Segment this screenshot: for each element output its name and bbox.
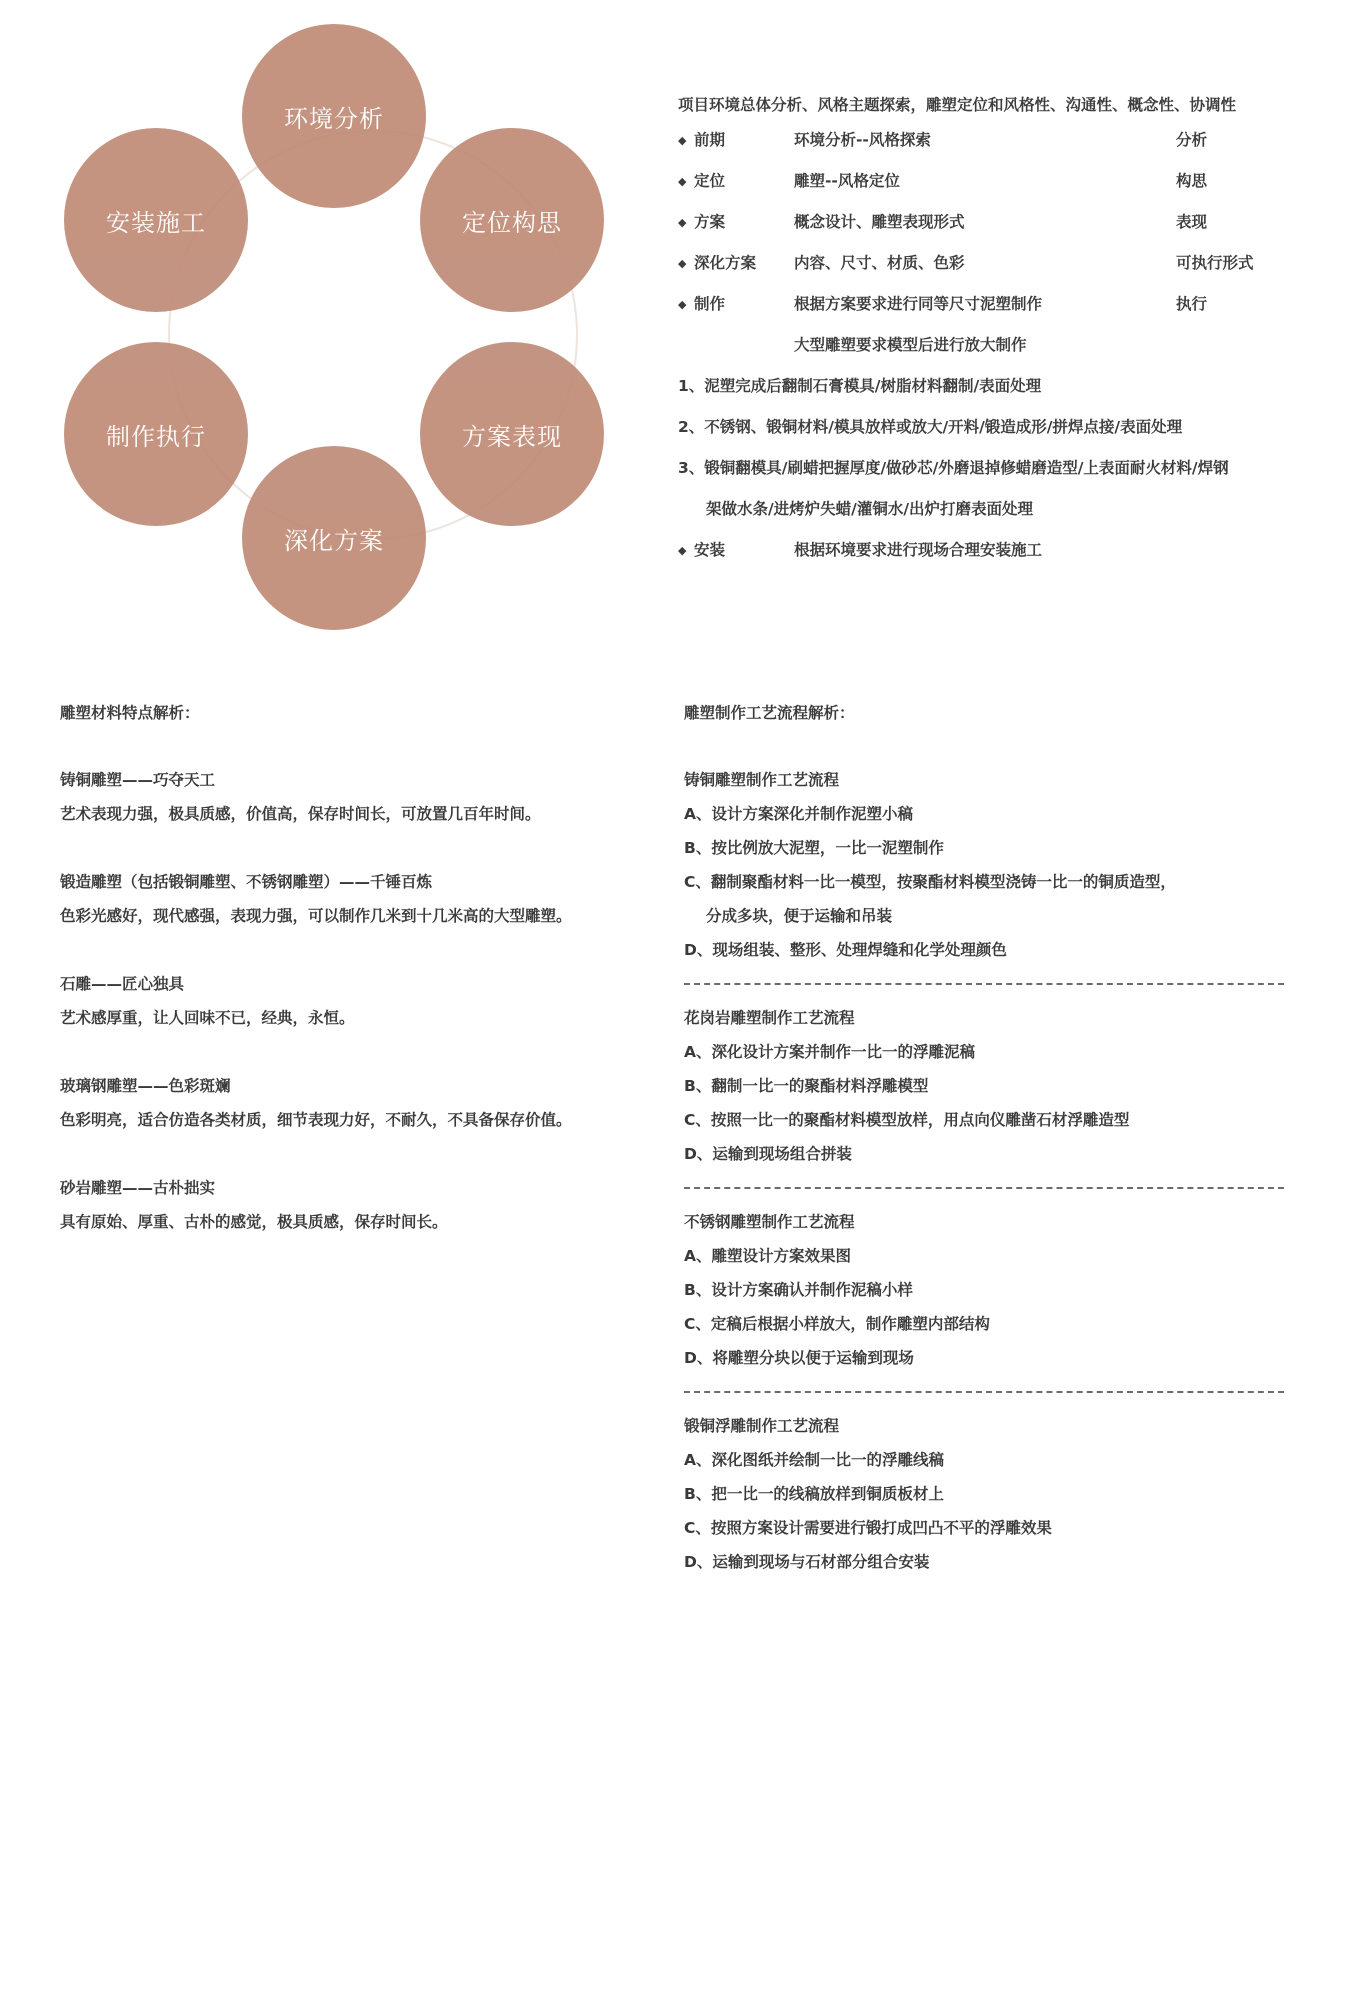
- workflow-step: B、按比例放大泥塑，一比一泥塑制作: [684, 839, 944, 857]
- process-row-label: 安装: [694, 541, 726, 559]
- materials-heading: 雕塑材料特点解析：: [60, 704, 200, 722]
- workflow-step: D、运输到现场与石材部分组合安装: [684, 1553, 930, 1571]
- process-row-result: 可执行形式: [1176, 254, 1254, 272]
- cycle-node-label: 深化方案: [284, 526, 384, 555]
- cycle-node-scheme: [420, 342, 604, 526]
- process-row-install: [678, 530, 1318, 571]
- material-desc: 艺术表现力强，极具质感，价值高，保存时间长，可放置几百年时间。: [60, 805, 541, 823]
- workflow-step: A、雕塑设计方案效果图: [684, 1247, 851, 1265]
- cycle-node-execution: [64, 342, 248, 526]
- process-row-label: 深化方案: [694, 254, 757, 272]
- process-row-result: 执行: [1176, 295, 1208, 313]
- process-intro: 项目环境总体分析、风格主题探索，雕塑定位和风格性、沟通性、概念性、协调性: [678, 96, 1237, 114]
- workflow-step: A、深化设计方案并制作一比一的浮雕泥稿: [684, 1043, 975, 1061]
- process-step: 1、泥塑完成后翻制石膏模具/树脂材料翻制/表面处理: [678, 377, 1042, 395]
- process-row-desc: 根据方案要求进行同等尺寸泥塑制作: [794, 295, 1043, 313]
- diamond-bullet-icon: ◆: [678, 216, 687, 229]
- process-row-label: 方案: [694, 213, 726, 231]
- process-row-result: 构思: [1176, 172, 1208, 190]
- workflow-section: [684, 696, 1304, 1579]
- cycle-node-deepen-scheme: [242, 446, 426, 630]
- process-row-label: 定位: [694, 172, 726, 190]
- cycle-node-environment-analysis: [242, 24, 426, 208]
- process-row: [678, 202, 1318, 243]
- material-title: 玻璃钢雕塑——色彩斑斓: [60, 1077, 231, 1095]
- dashed-divider: [684, 967, 1304, 1001]
- process-row: [678, 120, 1318, 161]
- workflow-step: D、现场组装、整形、处理焊缝和化学处理颜色: [684, 941, 1007, 959]
- process-row-desc: 内容、尺寸、材质、色彩: [794, 254, 965, 272]
- material-title: 锻造雕塑（包括锻铜雕塑、不锈钢雕塑）——千锤百炼: [60, 873, 433, 891]
- process-row: [678, 284, 1318, 325]
- diamond-bullet-icon: ◆: [678, 175, 687, 188]
- process-description: [678, 90, 1318, 571]
- diamond-bullet-icon: ◆: [678, 298, 687, 311]
- material-title: 铸铜雕塑——巧夺天工: [60, 771, 216, 789]
- process-row: [678, 243, 1318, 284]
- process-step-continuation: 架做水条/进烤炉失蜡/灌铜水/出炉打磨表面处理: [706, 500, 1033, 518]
- cycle-node-label: 制作执行: [106, 422, 206, 451]
- workflow-title: 不锈钢雕塑制作工艺流程: [684, 1213, 855, 1231]
- workflow-step-continuation: 分成多块，便于运输和吊装: [706, 907, 893, 925]
- material-title: 石雕——匠心独具: [60, 975, 185, 993]
- workflow-title: 花岗岩雕塑制作工艺流程: [684, 1009, 855, 1027]
- workflow-step: D、运输到现场组合拼装: [684, 1145, 852, 1163]
- cycle-node-label: 环境分析: [284, 104, 384, 133]
- process-row-label: 制作: [694, 295, 726, 313]
- workflow-step: B、设计方案确认并制作泥稿小样: [684, 1281, 913, 1299]
- process-cycle-diagram: [40, 10, 640, 650]
- process-row-desc: 环境分析--风格探索: [794, 131, 931, 149]
- material-desc: 具有原始、厚重、古朴的感觉，极具质感，保存时间长。: [60, 1213, 448, 1231]
- cycle-node-label: 方案表现: [462, 422, 562, 451]
- workflow-step: D、将雕塑分块以便于运输到现场: [684, 1349, 914, 1367]
- cycle-node-positioning: [420, 128, 604, 312]
- dashed-divider: [684, 1171, 1304, 1205]
- cycle-node-label: 定位构思: [462, 208, 562, 237]
- workflow-title: 铸铜雕塑制作工艺流程: [684, 771, 840, 789]
- process-step: 3、锻铜翻模具/刷蜡把握厚度/做砂芯/外磨退掉修蜡磨造型/上表面耐火材料/焊钢: [678, 459, 1229, 477]
- workflow-heading: 雕塑制作工艺流程解析：: [684, 704, 855, 722]
- diamond-bullet-icon: ◆: [678, 257, 687, 270]
- process-row-desc: 根据环境要求进行现场合理安装施工: [794, 541, 1043, 559]
- material-desc: 色彩明亮，适合仿造各类材质，细节表现力好，不耐久，不具备保存价值。: [60, 1111, 572, 1129]
- workflow-step: A、深化图纸并绘制一比一的浮雕线稿: [684, 1451, 944, 1469]
- dashed-divider: [684, 1375, 1304, 1409]
- process-row-result: 分析: [1176, 131, 1208, 149]
- workflow-step: B、把一比一的线稿放样到铜质板材上: [684, 1485, 944, 1503]
- workflow-step: B、翻制一比一的聚酯材料浮雕模型: [684, 1077, 929, 1095]
- material-desc: 色彩光感好，现代感强，表现力强，可以制作几米到十几米高的大型雕塑。: [60, 907, 572, 925]
- workflow-step: A、设计方案深化并制作泥塑小稿: [684, 805, 913, 823]
- material-title: 砂岩雕塑——古朴拙实: [60, 1179, 216, 1197]
- process-row: [678, 161, 1318, 202]
- diamond-bullet-icon: ◆: [678, 134, 687, 147]
- cycle-node-label: 安装施工: [106, 208, 206, 237]
- materials-section: [60, 696, 660, 1239]
- process-row-desc: 雕塑--风格定位: [794, 172, 900, 190]
- cycle-node-installation: [64, 128, 248, 312]
- workflow-step: C、定稿后根据小样放大，制作雕塑内部结构: [684, 1315, 990, 1333]
- workflow-title: 锻铜浮雕制作工艺流程: [684, 1417, 840, 1435]
- process-row-desc: 概念设计、雕塑表现形式: [794, 213, 965, 231]
- process-row-label: 前期: [694, 131, 726, 149]
- process-step: 2、不锈钢、锻铜材料/模具放样或放大/开料/锻造成形/拼焊点接/表面处理: [678, 418, 1183, 436]
- workflow-step: C、按照一比一的聚酯材料模型放样，用点向仪雕凿石材浮雕造型: [684, 1111, 1130, 1129]
- workflow-step: C、按照方案设计需要进行锻打成凹凸不平的浮雕效果: [684, 1519, 1052, 1537]
- process-row-result: 表现: [1176, 213, 1208, 231]
- material-desc: 艺术感厚重，让人回味不已，经典，永恒。: [60, 1009, 355, 1027]
- workflow-step: C、翻制聚酯材料一比一模型，按聚酯材料模型浇铸一比一的铜质造型，: [684, 873, 1176, 891]
- diamond-bullet-icon: ◆: [678, 544, 687, 557]
- process-row-continuation: 大型雕塑要求模型后进行放大制作: [794, 336, 1027, 354]
